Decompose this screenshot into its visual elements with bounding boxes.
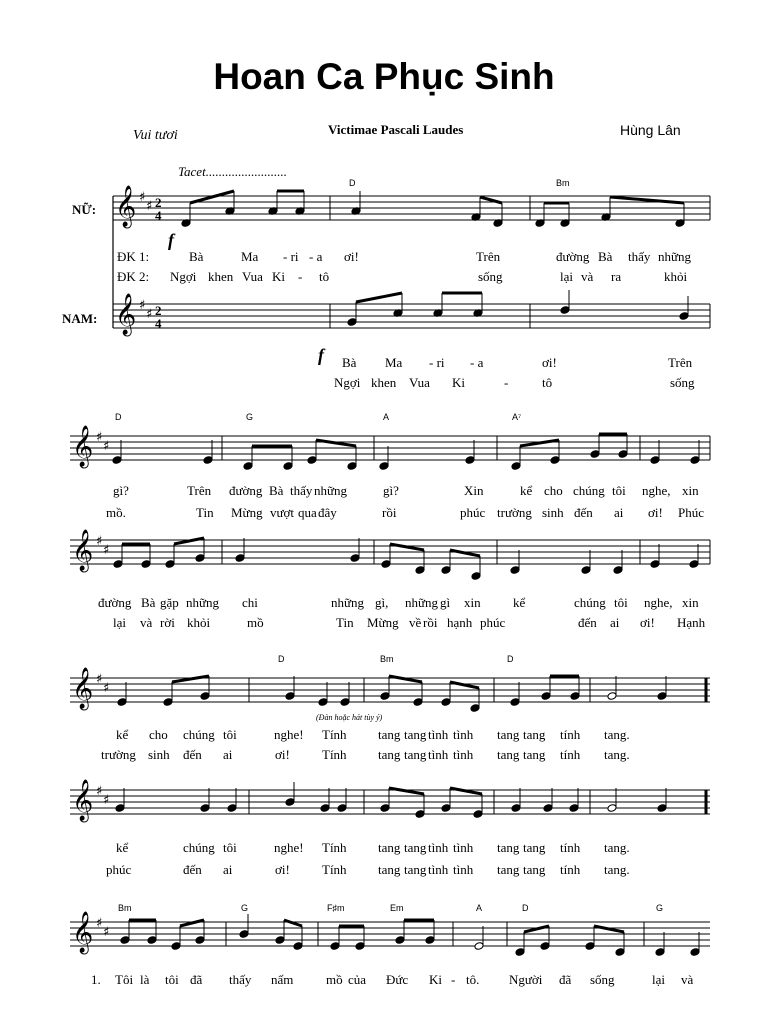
lyric-syllable: đường [556, 249, 590, 264]
women-voice-label: NỮ: [72, 202, 97, 217]
lyric-syllable: là [140, 972, 150, 987]
lyric-syllable: ai [610, 615, 620, 630]
tempo-marking: Vui tươi [133, 128, 178, 143]
sharp-symbol: ♯ [103, 793, 110, 808]
treble-clef: 𝄞 [72, 912, 94, 953]
lyric-syllable: khen [371, 375, 397, 390]
lyric-syllable: Vua [242, 269, 263, 284]
lyric-syllable: tình [428, 840, 449, 855]
lyric-syllable: trường [497, 505, 532, 520]
lyric-syllable: đã [559, 972, 572, 987]
song-title: Hoan Ca Phục Sinh [213, 56, 555, 97]
note-beam [389, 788, 424, 794]
chord-symbol: A⁷ [512, 412, 522, 422]
lyric-syllable: sống [590, 972, 615, 987]
lyric-syllable: Bà [189, 249, 204, 264]
lyric-syllable: tang [497, 862, 520, 877]
lyric-syllable: Bà [598, 249, 613, 264]
sharp-symbol: ♯ [103, 925, 110, 940]
lyric-syllable: ĐK 2: [117, 269, 150, 284]
note-beam [450, 550, 480, 556]
lyric-syllable: chúng [183, 727, 215, 742]
lyric-syllable: - [451, 972, 456, 987]
sharp-symbol: ♯ [146, 307, 153, 322]
lyric-syllable: tang [523, 727, 546, 742]
lyric-syllable: tang [378, 862, 401, 877]
lyric-syllable: hạnh [447, 615, 473, 630]
lyric-syllable: mồ. [106, 505, 126, 520]
lyric-syllable: 1. [91, 972, 101, 987]
lyric-syllable: Bà [269, 483, 284, 498]
lyric-syllable: tang [497, 727, 520, 742]
lyric-syllable: nghe! [274, 727, 304, 742]
sharp-symbol: ♯ [96, 672, 103, 687]
sharp-symbol: ♯ [103, 543, 110, 558]
treble-clef: 𝄞 [115, 186, 137, 227]
lyric-syllable: tang [523, 747, 546, 762]
lyric-syllable: thấy [628, 249, 651, 264]
lyric-syllable: kể [116, 727, 129, 742]
lyric-syllable: lại [560, 269, 573, 284]
lyric-syllable: Trên [476, 249, 501, 264]
lyric-syllable: tình [453, 840, 474, 855]
lyric-syllable: tình [453, 747, 474, 762]
note-beam [520, 440, 559, 446]
lyric-syllable: - [298, 269, 303, 284]
lyric-syllable: những [658, 249, 692, 264]
lyric-syllable: Đức [386, 972, 409, 987]
note-beam [180, 920, 204, 926]
lyric-syllable: tang. [604, 840, 630, 855]
lyric-syllable: tang [378, 840, 401, 855]
lyric-syllable: tình [428, 862, 449, 877]
lyric-syllable: phúc [460, 505, 486, 520]
lyric-syllable: đến [183, 862, 202, 877]
lyric-syllable: Tính [322, 862, 347, 877]
sharp-symbol: ♯ [139, 298, 146, 313]
lyric-syllable: tình [428, 747, 449, 762]
lyric-syllable: rồi [423, 615, 438, 630]
lyric-syllable: đây [318, 505, 337, 520]
lyric-syllable: Ngợi [170, 269, 197, 284]
lyric-syllable: đến [574, 505, 593, 520]
lyric-syllable: của [348, 972, 367, 987]
lyric-syllable: cho [544, 483, 563, 498]
lyric-syllable: tôi [614, 595, 628, 610]
treble-clef: 𝄞 [115, 294, 137, 335]
lyric-syllable: sống [478, 269, 503, 284]
lyric-syllable: chi [242, 595, 258, 610]
lyric-syllable: phúc [480, 615, 506, 630]
lyric-syllable: kể [520, 483, 533, 498]
chord-symbol: D [115, 412, 122, 422]
dynamic-forte-men: f [318, 345, 324, 365]
treble-clef: 𝄞 [72, 668, 94, 709]
latin-subtitle: Victimae Pascali Laudes [328, 122, 464, 137]
lyric-syllable: Ma [241, 249, 259, 264]
lyric-syllable: kể [116, 840, 129, 855]
lyric-syllable: Tin [196, 505, 214, 520]
lyric-syllable: gì, [375, 595, 389, 610]
chord-symbol: D [278, 654, 285, 664]
lyric-syllable: tang [497, 840, 520, 855]
lyric-syllable: đã [190, 972, 203, 987]
note-beam [389, 676, 422, 682]
lyric-syllable: những [405, 595, 439, 610]
lyric-syllable: sinh [148, 747, 170, 762]
lyric-syllable: mồ [247, 615, 264, 630]
lyric-syllable: Mừng [231, 505, 263, 520]
note-beam [356, 293, 402, 302]
note-beam [174, 538, 204, 544]
lyric-syllable: gì? [113, 483, 129, 498]
treble-clef: 𝄞 [72, 530, 94, 571]
dynamic-forte-women: f [168, 230, 174, 250]
lyric-syllable: Trên [668, 355, 693, 370]
lyric-syllable: ĐK 1: [117, 249, 150, 264]
lyric-syllable: ra [611, 269, 622, 284]
note-beam [172, 676, 209, 682]
lyric-syllable: tang [523, 862, 546, 877]
lyric-syllable: thấy [229, 972, 252, 987]
time-signature-numerator: 2 [155, 195, 162, 210]
lyric-syllable: xin [464, 595, 481, 610]
lyric-syllable: rồi [382, 505, 397, 520]
lyric-syllable: những [331, 595, 365, 610]
chord-symbol: G [246, 412, 254, 422]
lyric-syllable: Bà [141, 595, 156, 610]
lyric-syllable: tô [319, 269, 330, 284]
sharp-symbol: ♯ [96, 534, 103, 549]
lyric-syllable: Xin [464, 483, 484, 498]
lyric-syllable: ai [614, 505, 624, 520]
sharp-symbol: ♯ [139, 190, 146, 205]
lyric-syllable: ai [223, 747, 233, 762]
sharp-symbol: ♯ [103, 681, 110, 696]
lyric-syllable: ơi! [640, 615, 655, 630]
chord-symbol: A [476, 903, 483, 913]
lyric-syllable: tang [378, 747, 401, 762]
lyric-syllable: nấm [271, 972, 294, 987]
chord-symbol: A [383, 412, 390, 422]
lyric-syllable: những [314, 483, 348, 498]
composer-name: Hùng Lân [620, 122, 681, 138]
lyric-syllable: Tính [322, 840, 347, 855]
lyric-syllable: tang [404, 747, 427, 762]
lyric-syllable: ơi! [275, 747, 290, 762]
performance-note: (Đàn hoặc hát tùy ý) [316, 713, 383, 722]
lyric-syllable: ai [223, 862, 233, 877]
lyric-syllable: Ki [452, 375, 465, 390]
chord-symbol: D [522, 903, 529, 913]
note-beam [190, 191, 234, 203]
lyric-syllable: gì? [383, 483, 399, 498]
chord-symbol: Bm [118, 903, 132, 913]
note-beam [524, 926, 549, 932]
lyric-syllable: chúng [183, 840, 215, 855]
lyric-syllable: - ri [283, 249, 299, 264]
lyric-syllable: Người [509, 972, 543, 987]
sharp-symbol: ♯ [96, 430, 103, 445]
chord-symbol: F♯m [327, 903, 345, 913]
sharp-symbol: ♯ [103, 439, 110, 454]
chord-symbol: Bm [380, 654, 394, 664]
lyric-syllable: tôi [612, 483, 626, 498]
lyric-syllable: - a [309, 249, 323, 264]
lyric-syllable: gặp [160, 595, 179, 610]
lyric-syllable: tô [542, 375, 553, 390]
lyric-syllable: và [140, 615, 153, 630]
time-signature-denominator: 4 [155, 208, 162, 223]
chord-symbol: G [241, 903, 249, 913]
lyric-syllable: tính [560, 747, 581, 762]
lyric-syllable: Bà [342, 355, 357, 370]
chord-symbol: Bm [556, 178, 570, 188]
lyric-syllable: tang. [604, 727, 630, 742]
lyric-syllable: Tính [322, 727, 347, 742]
lyric-syllable: - ri [429, 355, 445, 370]
lyric-syllable: sinh [542, 505, 564, 520]
chord-symbol: G [656, 903, 664, 913]
lyric-syllable: ơi! [542, 355, 557, 370]
lyric-syllable: và [581, 269, 594, 284]
lyric-syllable: tính [560, 727, 581, 742]
lyric-syllable: trường [101, 747, 136, 762]
lyric-syllable: tính [560, 862, 581, 877]
lyric-syllable: tang [404, 840, 427, 855]
lyric-syllable: khỏi [187, 615, 211, 630]
treble-clef: 𝄞 [72, 426, 94, 467]
lyric-syllable: xin [682, 483, 699, 498]
lyric-syllable: về [409, 615, 422, 630]
time-signature-denominator: 4 [155, 316, 162, 331]
lyric-syllable: lại [652, 972, 665, 987]
lyric-syllable: tính [560, 840, 581, 855]
lyric-syllable: Phúc [678, 505, 704, 520]
lyric-syllable: tang [404, 862, 427, 877]
lyric-syllable: cho [149, 727, 168, 742]
chord-symbol: Em [390, 903, 404, 913]
lyric-syllable: tang. [604, 862, 630, 877]
lyric-syllable: tình [453, 862, 474, 877]
lyric-syllable: nghe! [274, 840, 304, 855]
lyric-syllable: lại [113, 615, 126, 630]
lyric-syllable: - a [470, 355, 484, 370]
lyric-syllable: Trên [187, 483, 212, 498]
tacet-marking: Tacet......................... [178, 164, 287, 179]
lyric-syllable: thấy [290, 483, 313, 498]
lyric-syllable: tang. [604, 747, 630, 762]
lyric-syllable: khen [208, 269, 234, 284]
lyric-syllable: Ki [429, 972, 442, 987]
men-voice-label: NAM: [62, 311, 98, 326]
lyric-syllable: nghe, [644, 595, 673, 610]
lyric-syllable: rời [160, 615, 175, 630]
lyric-syllable: kể [513, 595, 526, 610]
lyric-syllable: Ki [272, 269, 285, 284]
sharp-symbol: ♯ [146, 199, 153, 214]
lyric-syllable: tình [453, 727, 474, 742]
lyric-syllable: Hạnh [677, 615, 706, 630]
sharp-symbol: ♯ [96, 784, 103, 799]
lyric-syllable: ơi! [344, 249, 359, 264]
sharp-symbol: ♯ [96, 916, 103, 931]
lyric-syllable: Ma [385, 355, 403, 370]
lyric-syllable: tôi [223, 840, 237, 855]
lyric-syllable: tôi [165, 972, 179, 987]
lyric-syllable: Ngợi [334, 375, 361, 390]
lyric-syllable: tang [523, 840, 546, 855]
lyric-syllable: tình [428, 727, 449, 742]
lyric-syllable: đến [578, 615, 597, 630]
lyric-syllable: khỏi [664, 269, 688, 284]
lyric-syllable: xin [682, 595, 699, 610]
lyric-syllable: đường [98, 595, 132, 610]
lyric-syllable: vượt [270, 505, 295, 520]
note-beam [316, 440, 356, 446]
lyric-syllable: và [681, 972, 694, 987]
lyric-syllable: Tôi [115, 972, 134, 987]
lyric-syllable: những [186, 595, 220, 610]
lyric-syllable: ơi! [648, 505, 663, 520]
lyric-syllable: nghe, [642, 483, 671, 498]
lyric-syllable: gì [440, 595, 451, 610]
lyric-syllable: Tính [322, 747, 347, 762]
lyric-syllable: chúng [573, 483, 605, 498]
note-beam [284, 920, 302, 926]
lyric-syllable: chúng [574, 595, 606, 610]
chord-symbol: D [507, 654, 514, 664]
lyric-syllable: sống [670, 375, 695, 390]
lyric-syllable: - [504, 375, 509, 390]
lyric-syllable: qua [298, 505, 317, 520]
lyric-syllable: tôi [223, 727, 237, 742]
lyric-syllable: tang [404, 727, 427, 742]
note-beam [450, 788, 482, 794]
lyric-syllable: ơi! [275, 862, 290, 877]
lyric-syllable: phúc [106, 862, 132, 877]
note-beam [390, 544, 424, 550]
lyric-syllable: Tin [336, 615, 354, 630]
note-beam [594, 926, 624, 932]
lyric-syllable: tang [497, 747, 520, 762]
lyric-syllable: đường [229, 483, 263, 498]
lyric-syllable: Mừng [367, 615, 399, 630]
treble-clef: 𝄞 [72, 780, 94, 821]
lyric-syllable: tang [378, 727, 401, 742]
time-signature-numerator: 2 [155, 303, 162, 318]
chord-symbol: D [349, 178, 356, 188]
lyric-syllable: đến [183, 747, 202, 762]
lyric-syllable: mồ [326, 972, 343, 987]
note-beam [450, 682, 479, 688]
lyric-syllable: tô. [466, 972, 480, 987]
lyric-syllable: Vua [409, 375, 430, 390]
